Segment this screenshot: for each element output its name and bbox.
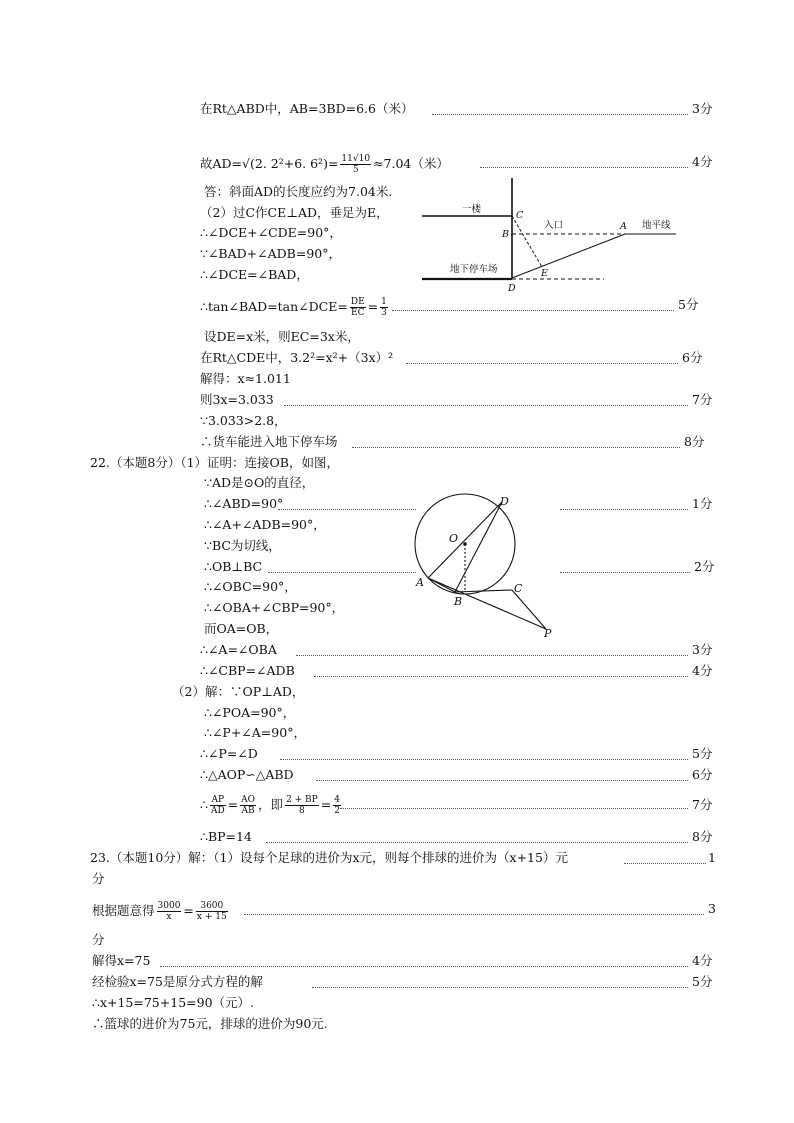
q22-line-16: ∴△AOP∽△ABD <box>200 767 294 782</box>
q21-line-11: 解得：x≈1.011 <box>200 371 291 386</box>
q21-line-14: ∴货车能进入地下停车场 <box>200 434 338 449</box>
q21-line-4: （2）过C作CE⊥AD，垂足为E， <box>200 205 389 220</box>
leader-dots <box>312 987 688 988</box>
leader-dots <box>480 167 688 168</box>
score: 7分 <box>692 797 713 812</box>
leader-dots <box>280 759 688 760</box>
q22-line-18: ∴BP=14 <box>200 829 252 844</box>
q22-line-2: ∵AD是⊙O的直径， <box>204 475 315 490</box>
point-E: E <box>541 268 548 279</box>
q22-line-5: ∵BC为切线， <box>204 538 281 553</box>
q21-line-10: 在Rt△CDE中，3.2²=x²+（3x）² <box>200 350 394 365</box>
leader-dots <box>392 310 674 311</box>
q21-line-6: ∵∠BAD+∠ADB=90°， <box>200 246 341 261</box>
q23-line-2: 根据题意得 $\frac{3000}{x}$ = $\frac{3600}{x + 15}$ <box>92 901 227 922</box>
parking-ramp-figure <box>420 176 682 296</box>
q21-line-9: 设DE=x米，则EC=3x米， <box>204 329 360 344</box>
score: 8分 <box>692 829 713 844</box>
point-C: C <box>516 210 524 221</box>
q21-line-3: 答：斜面AD的长度应约为7.04米. <box>204 184 393 199</box>
q22-line-11: ∴∠CBP=∠ADB <box>200 663 295 678</box>
score: 3 <box>708 901 716 916</box>
q22-line-13: ∴∠POA=90°， <box>204 705 296 720</box>
leader-dots <box>268 572 416 573</box>
score: 3分 <box>692 642 713 657</box>
q23-line-1: 23.（本题10分）解：（1）设每个足球的进价为x元，则每个排球的进价为（x+15）元 <box>90 850 568 865</box>
q22-line-1: 22.（本题8分）（1）证明：连接OB，如图， <box>90 455 339 470</box>
q23-line-6: ∴篮球的进价为75元，排球的进价为90元. <box>92 1016 328 1031</box>
leader-dots <box>624 863 706 864</box>
circle-tangent-figure <box>410 488 560 640</box>
score: 5分 <box>692 746 713 761</box>
leader-dots <box>160 966 688 967</box>
q21-line-12: 则3x=3.033 <box>200 392 274 407</box>
score: 6分 <box>692 767 713 782</box>
leader-dots <box>296 655 688 656</box>
q21-line-5: ∴∠DCE+∠CDE=90°， <box>200 225 342 240</box>
q21-line-13: ∵3.033>2.8， <box>200 413 287 428</box>
leader-dots <box>560 572 690 573</box>
leader-dots <box>352 447 680 448</box>
label-parking: 地下停车场 <box>450 264 498 275</box>
q21-line-8: ∴tan∠BAD=tan∠DCE= $\frac{DE}{EC}$ = $\frac{1}{3}$ <box>200 297 387 318</box>
q22-line-6: ∴OB⊥BC <box>204 559 263 574</box>
q23-line-2-cont: 分 <box>92 932 105 947</box>
leader-dots <box>278 509 416 510</box>
q22-line-12: （2）解：∵OP⊥AD， <box>172 684 305 699</box>
q23-line-4: 经检验x=75是原分式方程的解 <box>92 974 263 989</box>
label-horizon: 地平线 <box>642 220 671 231</box>
fraction: $\frac{11√10}{5}$ <box>341 154 371 175</box>
score: 4分 <box>692 663 713 678</box>
score: 6分 <box>682 350 703 365</box>
point-D: D <box>508 283 516 294</box>
score: 4分 <box>692 953 713 968</box>
point-D: D <box>500 495 509 508</box>
score: 1分 <box>692 496 713 511</box>
q22-line-9: 而OA=OB， <box>204 621 279 636</box>
score: 3分 <box>692 101 713 116</box>
leader-dots <box>314 676 688 677</box>
q23-line-1-cont: 分 <box>92 871 105 886</box>
score: 5分 <box>692 974 713 989</box>
leader-dots <box>316 780 688 781</box>
point-A: A <box>620 221 627 232</box>
q22-line-3: ∴∠ABD=90° <box>204 496 284 511</box>
q22-line-10: ∴∠A=∠OBA <box>200 642 277 657</box>
point-A: A <box>416 576 424 589</box>
leader-dots <box>560 509 688 510</box>
q23-line-3: 解得x=75 <box>92 953 151 968</box>
leader-dots <box>340 808 688 809</box>
q22-line-8: ∴∠OBA+∠CBP=90°， <box>204 600 345 615</box>
label-floor1: 一楼 <box>462 204 482 215</box>
q22-line-15: ∴∠P=∠D <box>200 746 258 761</box>
q23-line-5: ∴x+15=75+15=90（元）. <box>92 995 254 1010</box>
point-B: B <box>454 595 463 608</box>
q22-line-4: ∴∠A+∠ADB=90°， <box>204 517 326 532</box>
score: 1 <box>708 850 716 865</box>
point-C: C <box>514 582 523 595</box>
leader-dots <box>432 114 688 115</box>
leader-dots <box>284 405 688 406</box>
q21-line-7: ∴∠DCE=∠BAD， <box>200 267 309 282</box>
point-B: B <box>502 229 509 240</box>
leader-dots <box>244 914 704 915</box>
leader-dots <box>266 842 688 843</box>
score: 8分 <box>684 434 705 449</box>
q22-line-14: ∴∠P+∠A=90°， <box>204 725 306 740</box>
q21-line-1: 在Rt△ABD中，AB=3BD=6.6（米） <box>200 101 414 116</box>
leader-dots <box>406 363 678 364</box>
score: 4分 <box>692 154 713 169</box>
score: 2分 <box>694 559 715 574</box>
q22-line-17: ∴ $\frac{AP}{AD}$ = $\frac{AO}{AB}$ ，即 $\frac{2 + BP}{8}$ = $\frac{4}{2}$ <box>200 795 340 816</box>
point-P: P <box>544 627 552 640</box>
q22-line-7: ∴∠OBC=90°， <box>204 579 297 594</box>
score: 5分 <box>678 297 699 312</box>
q21-line-2: 故AD=√(2. 2²+6. 6²)= $\frac{11√10}{5}$ ≈7.04（米） <box>200 154 449 175</box>
score: 7分 <box>692 392 713 407</box>
point-O: O <box>449 532 459 545</box>
label-entrance: 入口 <box>544 220 564 231</box>
